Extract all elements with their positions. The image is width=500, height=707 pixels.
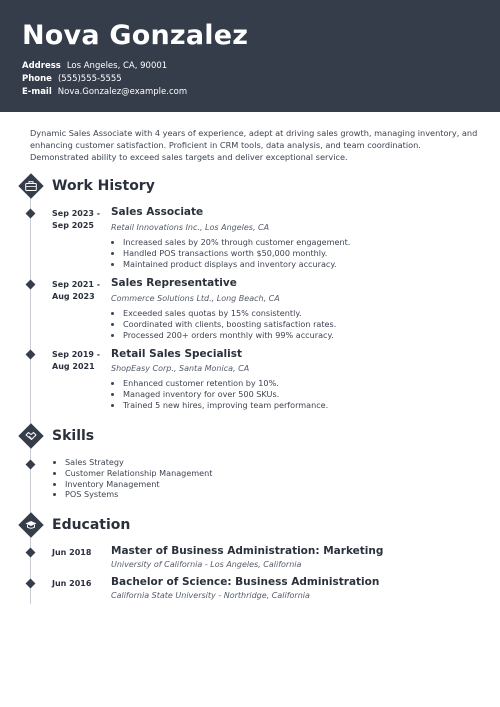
- candidate-name: Nova Gonzalez: [22, 20, 249, 51]
- professional-summary: Dynamic Sales Associate with 4 years of experience, adept at driving sales growth, managing inventory, and enhancing customer satisfaction. Proficient in CRM tools, data analysis, and team coordination. Demonstrated ability to exceed sales targets and deliver exceptional service.: [30, 128, 478, 162]
- skills-list: [52, 457, 212, 500]
- education-degree: Master of Business Administration: Marketing: [111, 545, 384, 557]
- resume-header: [0, 0, 500, 112]
- contact-value: Los Angeles, CA, 90001: [66, 61, 168, 71]
- list-item: • Increased sales by 20% through customer engagement.: [123, 237, 483, 248]
- job-bullets: [111, 378, 483, 411]
- education-date: Jun 2018: [52, 548, 92, 557]
- education-degree: Bachelor of Science: Business Administration: [111, 576, 380, 588]
- list-item: • Exceeded sales quotas by 15% consistently.: [123, 308, 483, 319]
- briefcase-icon: [18, 173, 44, 199]
- job-company: ShopEasy Corp., Santa Monica, CA: [111, 364, 250, 373]
- job-title: Sales Associate: [111, 206, 204, 218]
- list-item: • Coordinated with clients, boosting satisfaction rates.: [123, 319, 483, 330]
- job-title: Retail Sales Specialist: [111, 348, 243, 360]
- contact-email: [22, 87, 187, 97]
- list-item: • Processed 200+ orders monthly with 99% accuracy.: [123, 330, 483, 341]
- contact-value: (555)555-5555: [57, 74, 122, 84]
- list-item: • Inventory Management: [65, 479, 212, 490]
- job-date: Sep 2019 - Aug 2021: [52, 350, 101, 371]
- contact-phone: [22, 74, 122, 84]
- list-item: • Enhanced customer retention by 10%.: [123, 378, 483, 389]
- education-date: Jun 2016: [52, 579, 92, 588]
- timeline-marker: [26, 579, 36, 589]
- contact-label: E-mail: [22, 87, 52, 97]
- section-title-work-history: Work History: [52, 178, 155, 194]
- graduation-cap-icon: [18, 512, 44, 538]
- list-item: • Trained 5 new hires, improving team performance.: [123, 400, 483, 411]
- contact-label: Address: [22, 61, 61, 71]
- timeline-marker: [26, 460, 36, 470]
- list-item: • Handled POS transactions worth $50,000 monthly.: [123, 248, 483, 259]
- list-item: • Maintained product displays and inventory accuracy.: [123, 259, 483, 270]
- list-item: • Sales Strategy: [65, 457, 212, 468]
- section-title-education: Education: [52, 517, 131, 533]
- job-bullets: [111, 308, 483, 341]
- job-title: Sales Representative: [111, 277, 237, 289]
- list-item: • Managed inventory for over 500 SKUs.: [123, 389, 483, 400]
- handshake-icon: [18, 423, 44, 449]
- education-school: University of California - Los Angeles, California: [111, 560, 302, 569]
- job-bullets: [111, 237, 483, 270]
- education-school: California State University - Northridge, California: [111, 591, 310, 600]
- section-title-skills: Skills: [52, 428, 95, 444]
- timeline-marker: [26, 280, 36, 290]
- timeline-marker: [26, 350, 36, 360]
- timeline-line: [30, 192, 31, 604]
- contact-label: Phone: [22, 74, 52, 84]
- job-company: Retail Innovations Inc., Los Angeles, CA: [111, 223, 270, 232]
- contact-address: [22, 61, 167, 71]
- job-company: Commerce Solutions Ltd., Long Beach, CA: [111, 294, 280, 303]
- job-date: Sep 2021 - Aug 2023: [52, 280, 101, 301]
- list-item: • POS Systems: [65, 489, 212, 500]
- job-date: Sep 2023 - Sep 2025: [52, 209, 101, 230]
- timeline-marker: [26, 548, 36, 558]
- timeline-marker: [26, 209, 36, 219]
- list-item: • Customer Relationship Management: [65, 468, 212, 479]
- contact-value[interactable]: Nova.Gonzalez@example.com: [57, 87, 188, 97]
